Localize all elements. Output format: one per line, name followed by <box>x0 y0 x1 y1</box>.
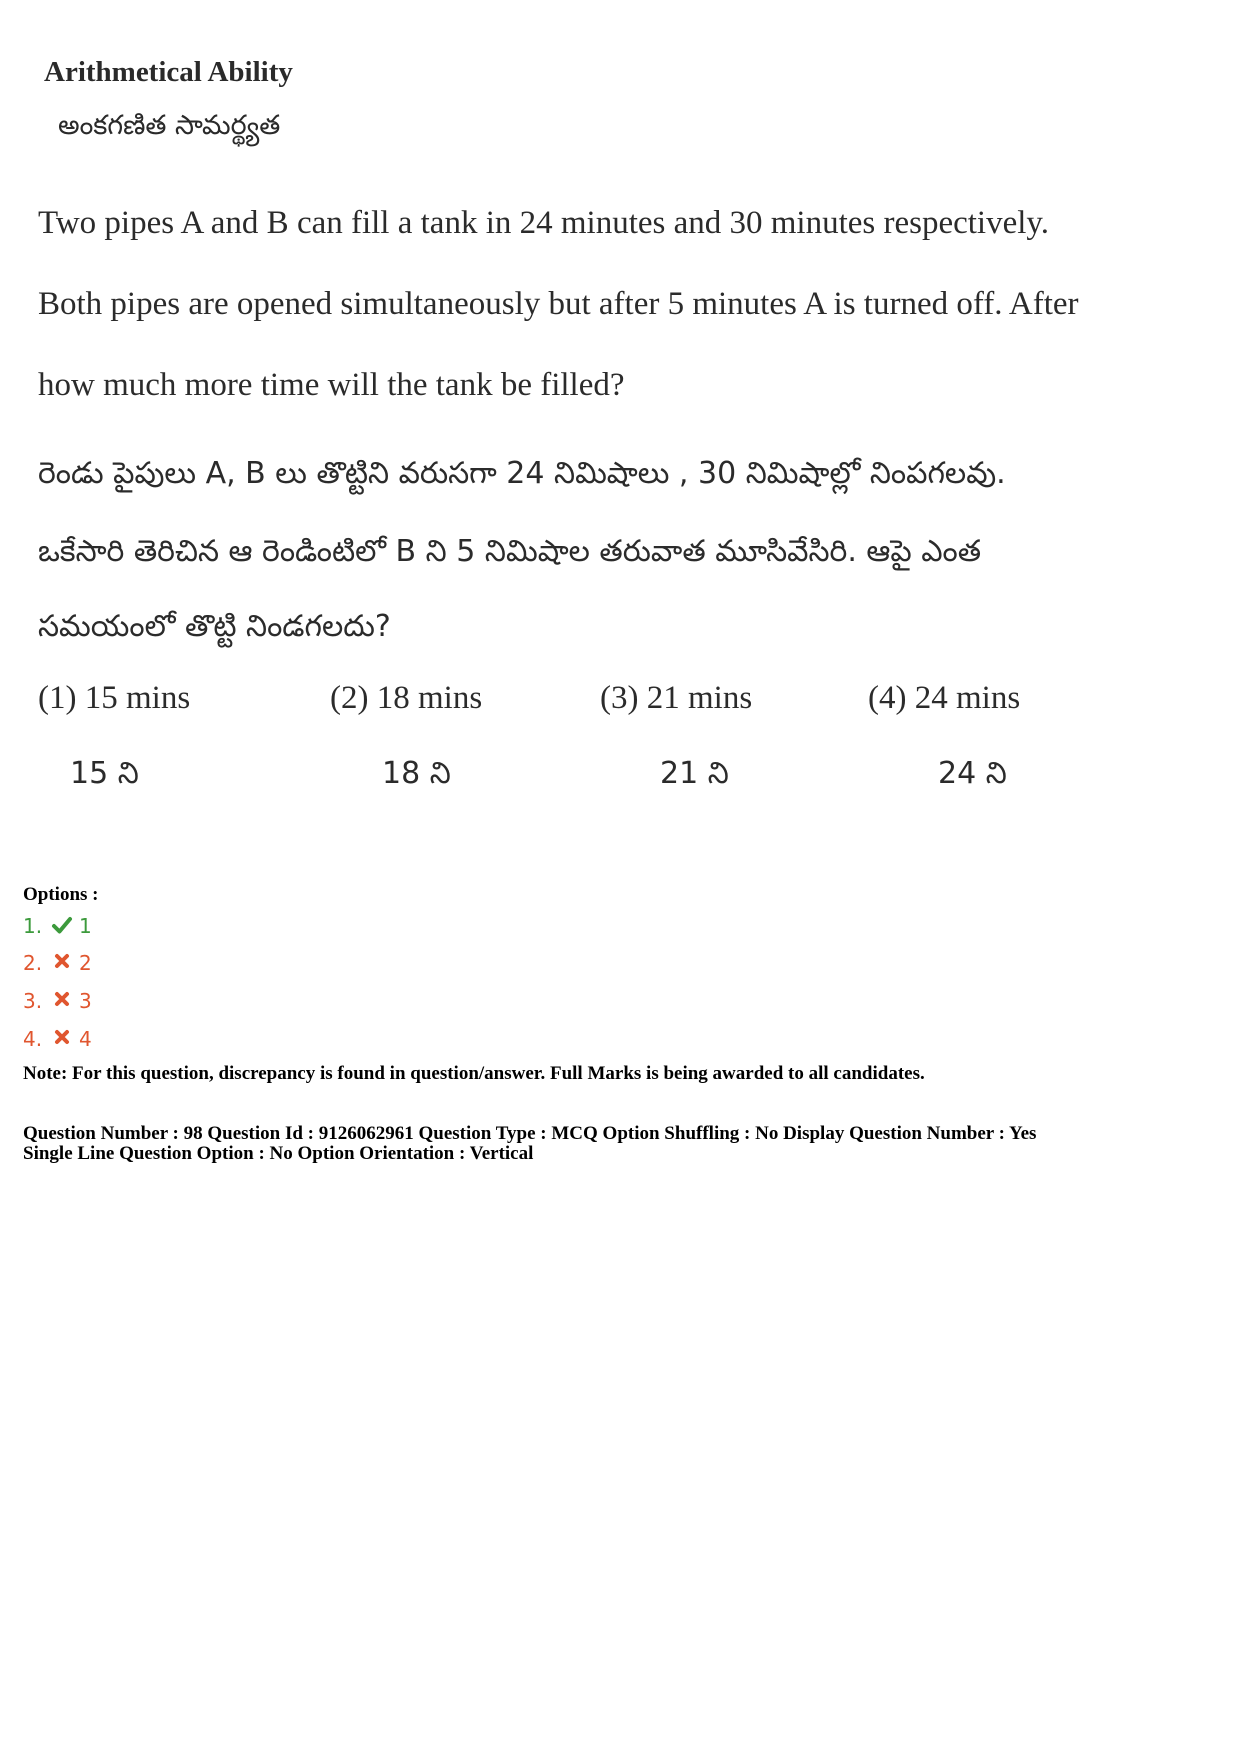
choice-3: (3) 21 mins <box>600 680 753 716</box>
option-number: 2. <box>23 951 43 975</box>
choice-3-telugu: 21 ని <box>660 756 729 791</box>
option-item-1 <box>23 914 92 938</box>
cross-icon <box>51 952 73 974</box>
section-title: Arithmetical Ability <box>44 56 293 88</box>
question-meta-line-1: Question Number : 98 Question Id : 9126062961 Question Type : MCQ Option Shuffling : No Display Question Number : Yes <box>23 1123 1037 1144</box>
choice-4-telugu: 24 ని <box>938 756 1007 791</box>
check-icon <box>51 915 73 937</box>
choice-2-telugu: 18 ని <box>382 756 451 791</box>
question-meta-line-2: Single Line Question Option : No Option Orientation : Vertical <box>23 1143 534 1164</box>
option-value: 4 <box>79 1027 92 1051</box>
option-number: 3. <box>23 989 43 1013</box>
question-text-te-line-2: ఒకేసారి తెరిచిన ఆ రెండింటిలో B ని 5 నిమిషాల తరువాత మూసివేసిరి. ఆపై ఎంత <box>38 534 982 569</box>
option-item-4 <box>23 1027 92 1051</box>
question-text-en-line-3: how much more time will the tank be filled? <box>38 367 625 403</box>
discrepancy-note: Note: For this question, discrepancy is found in question/answer. Full Marks is being awarded to all candidates. <box>23 1063 925 1084</box>
question-text-en-line-1: Two pipes A and B can fill a tank in 24 minutes and 30 minutes respectively. <box>38 205 1050 241</box>
option-value: 3 <box>79 989 92 1013</box>
options-heading: Options : <box>23 884 99 905</box>
section-title-telugu: అంకగణిత సామర్థ్యత <box>58 110 281 141</box>
option-number: 4. <box>23 1027 43 1051</box>
choice-4: (4) 24 mins <box>868 680 1021 716</box>
option-item-3 <box>23 989 92 1013</box>
cross-icon <box>51 990 73 1012</box>
question-text-en-line-2: Both pipes are opened simultaneously but after 5 minutes A is turned off. After <box>38 286 1079 322</box>
option-value: 2 <box>79 951 92 975</box>
option-item-2 <box>23 951 92 975</box>
question-text-te-line-1: రెండు పైపులు A, B లు తొట్టిని వరుసగా 24 నిమిషాలు , 30 నిమిషాల్లో నింపగలవు. <box>38 456 1006 491</box>
option-number: 1. <box>23 914 43 938</box>
choice-1-telugu: 15 ని <box>70 756 139 791</box>
choice-1: (1) 15 mins <box>38 680 191 716</box>
choice-2: (2) 18 mins <box>330 680 483 716</box>
question-text-te-line-3: సమయంలో తొట్టి నిండగలదు? <box>38 609 391 644</box>
option-value: 1 <box>79 914 92 938</box>
cross-icon <box>51 1028 73 1050</box>
